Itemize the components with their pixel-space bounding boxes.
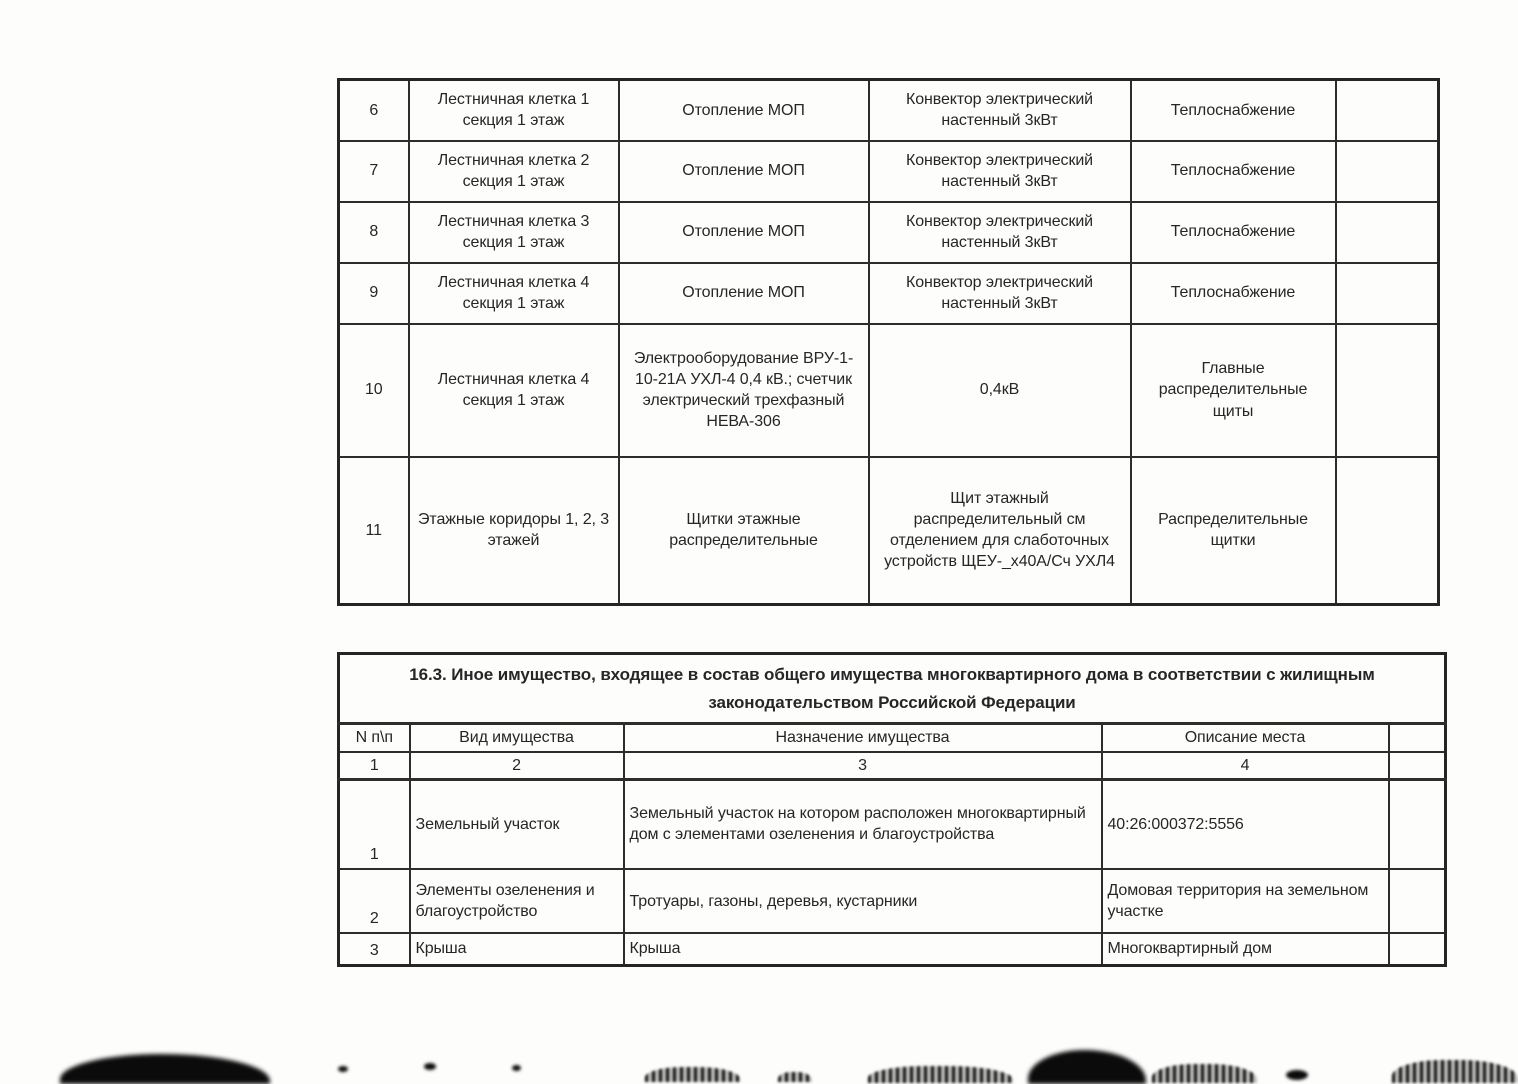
equipment-row bbox=[339, 263, 1439, 324]
cell-num: 1 bbox=[339, 779, 410, 869]
cell-num: 11 bbox=[339, 457, 409, 605]
cell-purpose: Земельный участок на котором расположен многоквартирный дом с элементами озеленения и благоустройства bbox=[624, 779, 1102, 869]
ink-smudge bbox=[512, 1065, 521, 1071]
cell-num: 6 bbox=[339, 80, 409, 141]
column-number-cell: 1 bbox=[339, 752, 410, 780]
cell-num: 7 bbox=[339, 141, 409, 202]
cell-blank bbox=[1389, 869, 1446, 933]
cell-blank bbox=[1336, 141, 1439, 202]
equipment-row bbox=[339, 141, 1439, 202]
cell-blank bbox=[1389, 933, 1446, 965]
ink-smudge bbox=[424, 1063, 436, 1070]
ink-smudge bbox=[868, 1066, 1013, 1083]
equipment-row bbox=[339, 457, 1439, 605]
cell-location: 40:26:000372:5556 bbox=[1102, 779, 1389, 869]
cell-blank bbox=[1389, 779, 1446, 869]
cell-category: Теплоснабжение bbox=[1131, 202, 1336, 263]
cell-type: Элементы озеленения и благоустройство bbox=[410, 869, 624, 933]
equipment-row bbox=[339, 80, 1439, 141]
cell-blank bbox=[1336, 263, 1439, 324]
cell-purpose: Тротуары, газоны, деревья, кустарники bbox=[624, 869, 1102, 933]
property-row bbox=[339, 869, 1446, 933]
cell-equipment: Конвектор электрический настенный 3кВт bbox=[869, 202, 1131, 263]
header-cell: Описание места bbox=[1102, 724, 1389, 752]
ink-smudge bbox=[1286, 1070, 1308, 1080]
cell-purpose: Электрооборудование ВРУ-1-10-21А УХЛ-4 0,4 кВ.; счетчик электрический трехфазный НЕВА-306 bbox=[619, 324, 869, 457]
cell-blank bbox=[1336, 457, 1439, 605]
other-property-table bbox=[337, 652, 1447, 967]
ink-smudge bbox=[1152, 1064, 1257, 1083]
cell-location: Домовая территория на земельном участке bbox=[1102, 869, 1389, 933]
cell-purpose: Отопление МОП bbox=[619, 80, 869, 141]
header-cell: Вид имущества bbox=[410, 724, 624, 752]
cell-equipment: Конвектор электрический настенный 3кВт bbox=[869, 80, 1131, 141]
cell-location: Лестничная клетка 3 секция 1 этаж bbox=[409, 202, 619, 263]
cell-purpose: Щитки этажные распределительные bbox=[619, 457, 869, 605]
property-row bbox=[339, 933, 1446, 965]
column-number-cell: 3 bbox=[624, 752, 1102, 780]
cell-num: 8 bbox=[339, 202, 409, 263]
cell-location: Лестничная клетка 4 секция 1 этаж bbox=[409, 263, 619, 324]
equipment-table bbox=[337, 78, 1440, 606]
cell-location: Лестничная клетка 1 секция 1 этаж bbox=[409, 80, 619, 141]
cell-equipment: 0,4кВ bbox=[869, 324, 1131, 457]
cell-category: Главные распределительные щиты bbox=[1131, 324, 1336, 457]
cell-category: Теплоснабжение bbox=[1131, 80, 1336, 141]
ink-smudge bbox=[1028, 1050, 1146, 1084]
cell-num: 3 bbox=[339, 933, 410, 965]
cell-num: 9 bbox=[339, 263, 409, 324]
header-cell: N п\п bbox=[339, 724, 410, 752]
cell-equipment: Конвектор электрический настенный 3кВт bbox=[869, 263, 1131, 324]
column-number-cell: 4 bbox=[1102, 752, 1389, 780]
header-row bbox=[339, 724, 1446, 752]
ink-smudge bbox=[778, 1072, 812, 1082]
cell-purpose: Отопление МОП bbox=[619, 202, 869, 263]
cell-category: Теплоснабжение bbox=[1131, 141, 1336, 202]
cell-blank bbox=[1336, 202, 1439, 263]
cell-equipment: Конвектор электрический настенный 3кВт bbox=[869, 141, 1131, 202]
cell-type: Крыша bbox=[410, 933, 624, 965]
table-title-row bbox=[339, 654, 1446, 724]
section-title: 16.3. Иное имущество, входящее в состав общего имущества многоквартирного дома в соответствии с жилищным законодательством Российской Федерации bbox=[339, 654, 1446, 724]
property-row bbox=[339, 779, 1446, 869]
cell-purpose: Отопление МОП bbox=[619, 141, 869, 202]
ink-smudge bbox=[338, 1066, 348, 1072]
equipment-row bbox=[339, 202, 1439, 263]
cell-blank bbox=[1336, 80, 1439, 141]
cell-blank bbox=[1336, 324, 1439, 457]
cell-category: Теплоснабжение bbox=[1131, 263, 1336, 324]
cell-num: 10 bbox=[339, 324, 409, 457]
cell-equipment: Щит этажный распределительный см отделением для слаботочных устройств ЩЕУ-_х40А/Сч УХЛ4 bbox=[869, 457, 1131, 605]
column-number-row bbox=[339, 752, 1446, 780]
cell-num: 2 bbox=[339, 869, 410, 933]
cell-purpose: Крыша bbox=[624, 933, 1102, 965]
column-number-cell bbox=[1389, 752, 1446, 780]
cell-location: Многоквартирный дом bbox=[1102, 933, 1389, 965]
header-cell: Назначение имущества bbox=[624, 724, 1102, 752]
cell-category: Распределительные щитки bbox=[1131, 457, 1336, 605]
cell-purpose: Отопление МОП bbox=[619, 263, 869, 324]
header-cell bbox=[1389, 724, 1446, 752]
cell-type: Земельный участок bbox=[410, 779, 624, 869]
cell-location: Лестничная клетка 2 секция 1 этаж bbox=[409, 141, 619, 202]
column-number-cell: 2 bbox=[410, 752, 624, 780]
equipment-row bbox=[339, 324, 1439, 457]
cell-location: Этажные коридоры 1, 2, 3 этажей bbox=[409, 457, 619, 605]
cell-location: Лестничная клетка 4 секция 1 этаж bbox=[409, 324, 619, 457]
